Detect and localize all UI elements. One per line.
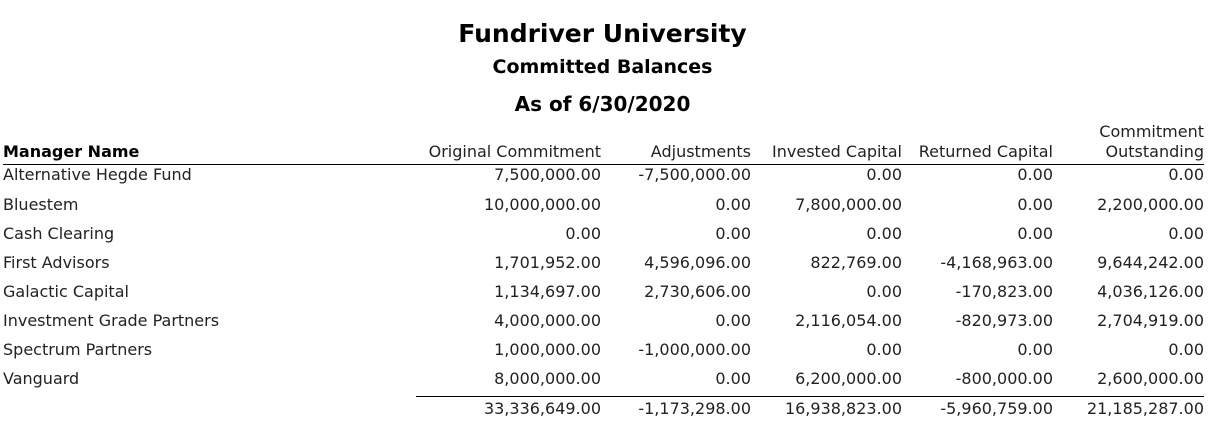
- report-org-title: Fundriver University: [458, 19, 747, 48]
- cell-invested-capital: 6,200,000.00: [795, 368, 902, 388]
- cell-commitment-outstanding: 2,600,000.00: [1097, 368, 1204, 388]
- cell-manager-name: Spectrum Partners: [3, 339, 153, 359]
- total-invested-capital: 16,938,823.00: [751, 397, 902, 419]
- cell-adjustments: -7,500,000.00: [638, 165, 751, 184]
- cell-commitment-outstanding: 0.00: [1168, 339, 1204, 359]
- cell-returned-capital: -4,168,963.00: [940, 252, 1053, 272]
- cell-adjustments: 0.00: [715, 194, 751, 214]
- cell-adjustments: 0.00: [715, 368, 751, 388]
- totals-spacer: [3, 397, 416, 419]
- cell-original-commitment: 0.00: [565, 223, 601, 243]
- cell-returned-capital: 0.00: [1017, 339, 1053, 359]
- cell-invested-capital: 7,800,000.00: [795, 194, 902, 214]
- cell-invested-capital: 0.00: [866, 281, 902, 301]
- cell-original-commitment: 1,701,952.00: [494, 252, 601, 272]
- cell-commitment-outstanding: 2,704,919.00: [1097, 310, 1204, 330]
- header-adjustments: Adjustments: [650, 142, 751, 161]
- cell-returned-capital: 0.00: [1017, 165, 1053, 184]
- cell-adjustments: 0.00: [715, 223, 751, 243]
- total-commitment-outstanding: 21,185,287.00: [1053, 397, 1204, 419]
- cell-original-commitment: 8,000,000.00: [494, 368, 601, 388]
- cell-adjustments: -1,000,000.00: [638, 339, 751, 359]
- cell-returned-capital: 0.00: [1017, 223, 1053, 243]
- cell-manager-name: Galactic Capital: [3, 281, 129, 301]
- cell-manager-name: Investment Grade Partners: [3, 310, 220, 330]
- table-body: [3, 165, 1204, 397]
- cell-original-commitment: 1,000,000.00: [494, 339, 601, 359]
- cell-commitment-outstanding: 0.00: [1168, 223, 1204, 243]
- header-original-commitment: Original Commitment: [428, 142, 601, 161]
- report-date-title: As of 6/30/2020: [514, 92, 691, 116]
- cell-original-commitment: 10,000,000.00: [483, 194, 601, 214]
- cell-invested-capital: 0.00: [866, 339, 902, 359]
- cell-manager-name: Cash Clearing: [3, 223, 115, 243]
- totals-row: [3, 397, 1204, 419]
- header-outstanding-line2: Outstanding: [1105, 142, 1204, 161]
- cell-original-commitment: 4,000,000.00: [494, 310, 601, 330]
- cell-returned-capital: 0.00: [1017, 194, 1053, 214]
- cell-invested-capital: 2,116,054.00: [795, 310, 902, 330]
- header-row: [3, 122, 1204, 165]
- header-invested-capital: Invested Capital: [772, 142, 902, 161]
- cell-manager-name: First Advisors: [3, 252, 110, 272]
- table-header: [3, 122, 1204, 165]
- table-row: [3, 223, 1204, 252]
- cell-original-commitment: 1,134,697.00: [494, 281, 601, 301]
- cell-manager-name: Vanguard: [3, 368, 80, 388]
- cell-returned-capital: -800,000.00: [955, 368, 1053, 388]
- cell-commitment-outstanding: 4,036,126.00: [1097, 281, 1204, 301]
- cell-invested-capital: 0.00: [866, 165, 902, 184]
- table-totals: [3, 397, 1204, 419]
- header-commitment-outstanding: [1053, 122, 1204, 165]
- cell-commitment-outstanding: 2,200,000.00: [1097, 194, 1204, 214]
- total-adjustments: -1,173,298.00: [601, 397, 751, 419]
- report-name-title: Committed Balances: [492, 56, 713, 78]
- table-row: [3, 165, 1204, 194]
- total-returned-capital: -5,960,759.00: [902, 397, 1053, 419]
- header-returned-capital: Returned Capital: [918, 142, 1053, 161]
- cell-manager-name: Bluestem: [3, 194, 79, 214]
- table-row: [3, 310, 1204, 339]
- cell-adjustments: 0.00: [715, 310, 751, 330]
- cell-manager-name: Alternative Hegde Fund: [3, 165, 192, 184]
- cell-adjustments: 2,730,606.00: [644, 281, 751, 301]
- table-row: [3, 368, 1204, 397]
- cell-returned-capital: -820,973.00: [955, 310, 1053, 330]
- header-outstanding-line1: Commitment: [1099, 122, 1204, 141]
- cell-invested-capital: 822,769.00: [810, 252, 902, 272]
- table-row: [3, 252, 1204, 281]
- cell-original-commitment: 7,500,000.00: [494, 165, 601, 184]
- table-row: [3, 339, 1204, 368]
- cell-returned-capital: -170,823.00: [955, 281, 1053, 301]
- cell-commitment-outstanding: 0.00: [1168, 165, 1204, 184]
- total-original-commitment: 33,336,649.00: [416, 397, 601, 419]
- cell-invested-capital: 0.00: [866, 223, 902, 243]
- header-manager-name: Manager Name: [3, 142, 140, 161]
- cell-commitment-outstanding: 9,644,242.00: [1097, 252, 1204, 272]
- table-row: [3, 194, 1204, 223]
- table-row: [3, 281, 1204, 310]
- committed-balances-table: [3, 122, 1204, 418]
- cell-adjustments: 4,596,096.00: [644, 252, 751, 272]
